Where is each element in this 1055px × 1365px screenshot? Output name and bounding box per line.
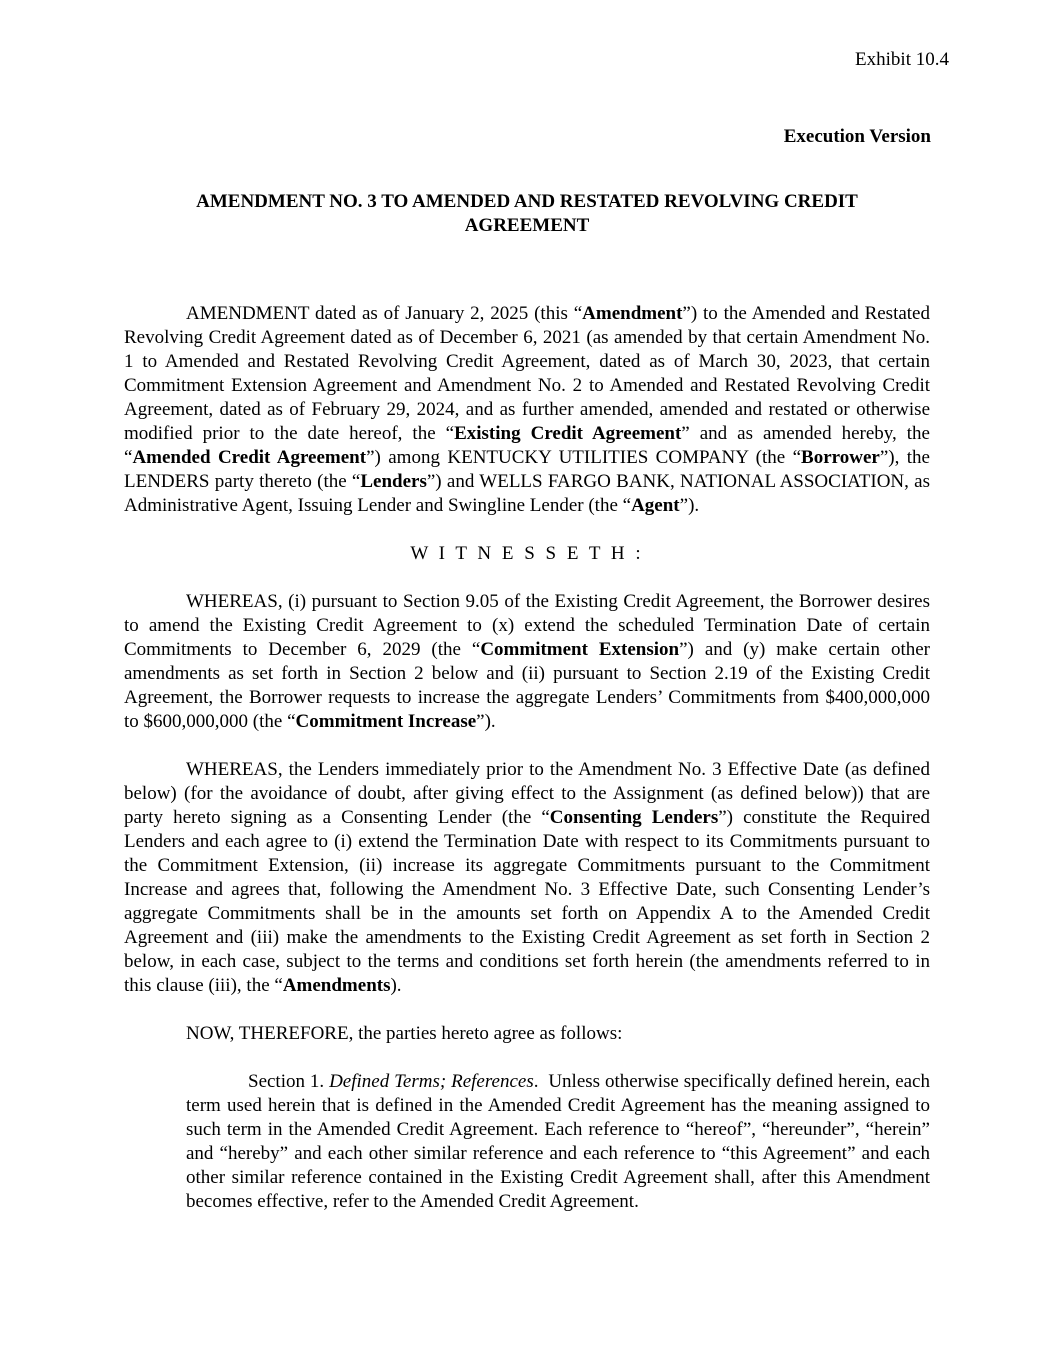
section-1-label: Section 1. <box>248 1071 325 1092</box>
execution-version-label: Execution Version <box>783 126 931 147</box>
defined-term-consenting-lenders: Consenting Lenders <box>549 807 719 828</box>
preamble-text: AMENDMENT dated as of January 2, 2025 (this “ <box>186 303 583 324</box>
now-therefore-paragraph: NOW, THEREFORE, the parties hereto agree as follows: <box>186 1023 623 1044</box>
document-body <box>124 302 930 1214</box>
defined-term-amendments: Amendments <box>282 975 391 996</box>
preamble-text: ”), the LENDERS party thereto (the “ <box>124 447 930 492</box>
whereas-text: ”). <box>476 711 496 732</box>
exhibit-number: Exhibit 10.4 <box>855 49 949 70</box>
preamble-text: ” and as amended hereby, the “ <box>124 423 930 468</box>
title-line-2: AGREEMENT <box>464 215 590 236</box>
defined-term-existing-credit-agreement: Existing Credit Agreement <box>454 423 682 444</box>
preamble-text: ”) to the Amended and Restated Revolving Credit Agreement dated as of December 6, 2021 (as amended by that certain Amendment No. 1 to Amended and Restated Revolving Credit Agreement, dated as of March 30, 2023, that certain Commitment Extension Agreement and Amendment No. 2 to Amended and Restated Revolving Credit Agreement, dated as of February 29, 2024, and as further amended, amended and restated or otherwise modified prior to the date hereof, the “ <box>124 303 930 444</box>
defined-term-borrower: Borrower <box>801 447 880 468</box>
preamble-text: ”). <box>679 495 700 516</box>
section-1-paragraph <box>186 1070 930 1214</box>
whereas-text: WHEREAS, (i) pursuant to Section 9.05 of the Existing Credit Agreement, the Borrower desires to amend the Existing Credit Agreement to (x) extend the scheduled Termination Date of certain Commitments to December 6, 2029 (the “ <box>124 591 930 660</box>
whereas-text: ). <box>390 975 402 996</box>
defined-term-lenders: Lenders <box>360 471 427 492</box>
defined-term-commitment-extension: Commitment Extension <box>480 639 680 660</box>
witnesseth-heading: W I T N E S S E T H : <box>410 543 644 564</box>
preamble-text: ”) and WELLS FARGO BANK, NATIONAL ASSOCIATION, as Administrative Agent, Issuing Lender and Swingline Lender (the “ <box>124 471 930 516</box>
defined-term-amendment: Amendment <box>582 303 683 324</box>
section-1-heading-period: . <box>533 1071 539 1092</box>
section-1-text: Unless otherwise specifically defined herein, each term used herein that is defined in the Amended Credit Agreement has the meaning assigned to such term in the Amended Credit Agreement. Each reference to “hereof”, “hereunder”, “herein” and “hereby” and each other similar reference and each reference to “this Agreement” and each other similar reference contained in the Existing Credit Agreement shall, after this Amendment becomes effective, refer to the Amended Credit Agreement. <box>186 1071 930 1212</box>
preamble-paragraph <box>124 302 930 518</box>
preamble-text: ”) among KENTUCKY UTILITIES COMPANY (the “ <box>366 447 802 468</box>
document-title <box>124 190 930 238</box>
defined-term-agent: Agent <box>631 495 680 516</box>
whereas-paragraph-1 <box>124 590 930 734</box>
whereas-text: ”) constitute the Required Lenders and each agree to (i) extend the Termination Date with respect to its Commitments pursuant to the Commitment Extension, (ii) increase its aggregate Commitments pursuant to the Commitment Increase and agrees that, following the Amendment No. 3 Effective Date, such Consenting Lender’s aggregate Commitments shall be in the amounts set forth on Appendix A to the Amended Credit Agreement and (iii) make the amendments to the Existing Credit Agreement as set forth in Section 2 below, in each case, subject to the terms and conditions set forth herein (the amendments referred to in this clause (iii), the “ <box>124 807 930 996</box>
defined-term-commitment-increase: Commitment Increase <box>295 711 477 732</box>
whereas-text: ”) and (y) make certain other amendments as set forth in Section 2 below and (ii) pursuant to Section 2.19 of the Existing Credit Agreement, the Borrower requests to increase the aggregate Lenders’ Commitments from $400,000,000 to $600,000,000 (the “ <box>124 639 930 732</box>
title-line-1: AMENDMENT NO. 3 TO AMENDED AND RESTATED REVOLVING CREDIT <box>196 191 858 212</box>
whereas-paragraph-2 <box>124 758 930 998</box>
whereas-text: WHEREAS, the Lenders immediately prior to the Amendment No. 3 Effective Date (as defined below) (for the avoidance of doubt, after giving effect to the Assignment (as defined below)) that are party hereto signing as a Consenting Lender (the “ <box>124 759 930 828</box>
section-1-heading: Defined Terms; References <box>329 1071 534 1092</box>
defined-term-amended-credit-agreement: Amended Credit Agreement <box>132 447 367 468</box>
